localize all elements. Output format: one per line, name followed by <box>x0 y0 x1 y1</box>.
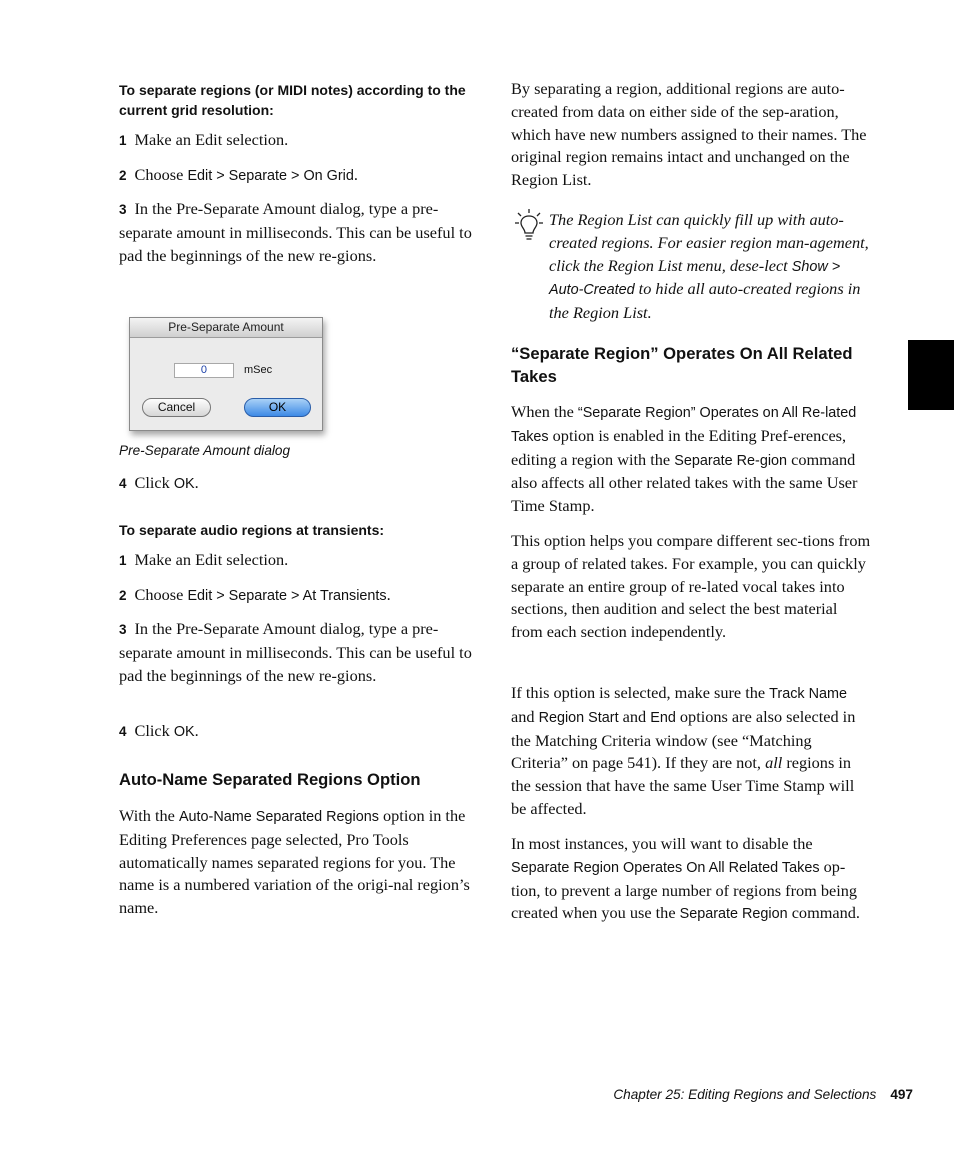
chapter-thumb-tab <box>908 340 954 410</box>
autoname-section-heading: Auto-Name Separated Regions Option <box>119 770 421 789</box>
related-takes-section-heading: “Separate Region” Operates On All Related Takes <box>511 344 853 386</box>
option-name: Region Start <box>538 709 619 726</box>
para-text: op-tion, to prevent a large number of regions from being created when you use the <box>511 856 858 923</box>
button-name: OK <box>173 724 195 740</box>
page-footer <box>613 1087 913 1102</box>
trans-step-1 <box>119 549 479 573</box>
amount-input[interactable]: 0 <box>174 363 234 378</box>
step-number: 4 <box>119 476 127 491</box>
tip-text-start: The Region List can quickly fill up with auto-created regions. For easier region man-agement, click the Region List menu, dese-lect <box>549 210 869 275</box>
para-text-end: command also affects all other related takes with the same User Time Stamp. <box>511 449 858 516</box>
grid-step-2 <box>119 164 479 188</box>
step-text-end: . <box>194 473 199 492</box>
button-name: OK <box>173 476 195 492</box>
amount-unit: mSec <box>244 364 273 376</box>
trans-step-4 <box>119 720 479 744</box>
transients-procedure-heading: To separate audio regions at transients: <box>119 522 385 538</box>
para-text: and <box>618 706 651 726</box>
trans-step-3 <box>119 618 479 687</box>
para-text: and <box>511 706 539 726</box>
trans-step-2 <box>119 584 479 608</box>
step-number: 2 <box>119 588 127 603</box>
para-text: If this option is selected, make sure the <box>511 683 770 702</box>
page-number: 497 <box>890 1087 913 1102</box>
grid-procedure-heading: To separate regions (or MIDI notes) according to the current grid resolution: <box>119 82 466 118</box>
figure-caption: Pre-Separate Amount dialog <box>119 443 291 458</box>
intro-paragraph: By separating a region, additional regions are auto-created from data on either side of the sep-aration, which have new numbers assigned to their names. The original region remains intact and unchanged on the Region List. <box>511 79 867 190</box>
para-text: In most instances, you will want to disable the <box>511 834 813 853</box>
option-name: Track Name <box>769 686 847 702</box>
step-number: 4 <box>119 724 127 739</box>
para-text: When the <box>511 402 578 421</box>
para-text-end: regions in the session that have the same User Time Stamp will be affected. <box>511 753 855 818</box>
step-text: Choose <box>134 165 188 184</box>
step-text: Make an Edit selection. <box>134 550 289 569</box>
lightbulb-tip-icon <box>515 208 543 242</box>
step-text: In the Pre-Separate Amount dialog, type a pre-separate amount in milliseconds. This can be useful to pad the beginnings of the new re-gions. <box>119 619 472 685</box>
option-name: Separate Region Operates On All Related Takes <box>511 859 820 876</box>
menu-path: Edit > Separate > On Grid <box>187 168 354 184</box>
ok-button[interactable]: OK <box>244 398 311 417</box>
related-takes-paragraph-2: This option helps you compare different sec-tions from a group of related takes. For example, you can quickly separate an entire group of re-lated vocal takes into sections, then audition and select the best material from each section independently. <box>511 531 871 642</box>
para-text-end: command. <box>787 903 860 923</box>
tip-text <box>549 209 871 325</box>
dialog-title: Pre-Separate Amount <box>130 318 322 338</box>
command-name: Separate Re-gion <box>674 452 788 469</box>
grid-step-3 <box>119 198 479 267</box>
step-number: 3 <box>119 622 127 637</box>
step-number: 1 <box>119 133 127 148</box>
step-text: Make an Edit selection. <box>134 130 289 149</box>
para-text: option is enabled in the Editing Pref-erences, editing a region with the <box>511 425 847 469</box>
related-takes-paragraph-1 <box>511 401 871 518</box>
step-number: 3 <box>119 202 127 217</box>
para-text: options are also selected in the Matching Criteria window (see “Matching Criteria” on page 541). If they are not, <box>511 706 856 773</box>
step-text-end: . <box>353 165 358 184</box>
grid-step-1 <box>119 129 479 153</box>
step-text: In the Pre-Separate Amount dialog, type a pre-separate amount in milliseconds. This can be useful to pad the beginnings of the new re-gions. <box>119 199 472 265</box>
option-name: “Separate Region” Operates on All Re-lated Takes <box>511 405 857 445</box>
related-takes-paragraph-3 <box>511 682 871 821</box>
tip-text-end: to hide all auto-created regions in the Region List. <box>549 279 861 323</box>
command-name: Separate Region <box>679 906 788 923</box>
emphasis: all <box>765 753 783 773</box>
menu-path: Show > Auto-Created <box>549 258 841 299</box>
option-name: Auto-Name Separated Regions <box>178 809 379 825</box>
step-text: Click <box>134 721 174 740</box>
autoname-paragraph <box>119 805 479 920</box>
para-text-end: option in the Editing Preferences page selected, Pro Tools automatically names separated regions for you. The name is a numbered variation of the origi-nal region’s name. <box>119 806 470 918</box>
para-text: With the <box>119 806 179 825</box>
step-number: 2 <box>119 168 127 183</box>
step-text-end: . <box>386 585 391 604</box>
menu-path: Edit > Separate > At Transients <box>187 588 387 604</box>
cancel-button[interactable]: Cancel <box>142 398 211 417</box>
grid-step-4 <box>119 472 479 496</box>
footer-chapter: Chapter 25: Editing Regions and Selections <box>613 1087 877 1102</box>
option-name: End <box>650 709 676 726</box>
pre-separate-amount-dialog <box>129 317 323 431</box>
step-text: Choose <box>134 585 188 604</box>
step-text: Click <box>134 473 174 492</box>
step-number: 1 <box>119 553 127 568</box>
step-text-end: . <box>194 721 199 740</box>
related-takes-paragraph-4 <box>511 833 871 926</box>
